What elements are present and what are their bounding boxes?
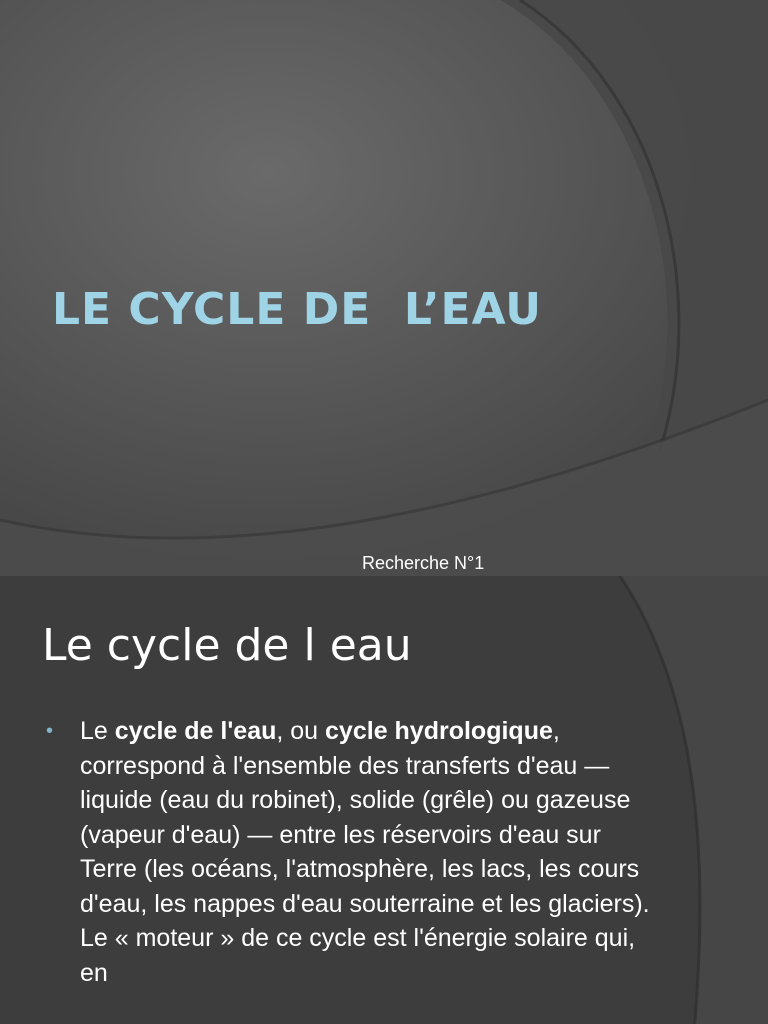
slide-subtitle: Recherche N°1 [362, 553, 485, 573]
bullet-dot-icon: • [46, 720, 54, 742]
bullet-item [40, 714, 660, 990]
slide-title: LE CYCLE DE L’EAU [52, 284, 543, 335]
bullet-bold-term: cycle de l'eau [114, 717, 277, 745]
slide-title: Le cycle de l eau [42, 620, 412, 671]
bullet-text: , ou [276, 717, 326, 745]
bullet-text: , correspond à l'ensemble des transferts d'eau — liquide (eau du robinet), solide (grêle) ou gazeuse (vapeur d'eau) — entre les réservoirs d'eau sur Terre (les océans, l'atmosphère, les lacs, les cours d'eau, les nappes d'eau souterraine et les glaciers). Le « moteur » de ce cycle est l'énergie solaire qui, en [80, 717, 650, 987]
bullet-bold-term: cycle hydrologique [325, 717, 553, 745]
bullet-list [40, 714, 660, 990]
bullet-text: Le [80, 717, 115, 745]
